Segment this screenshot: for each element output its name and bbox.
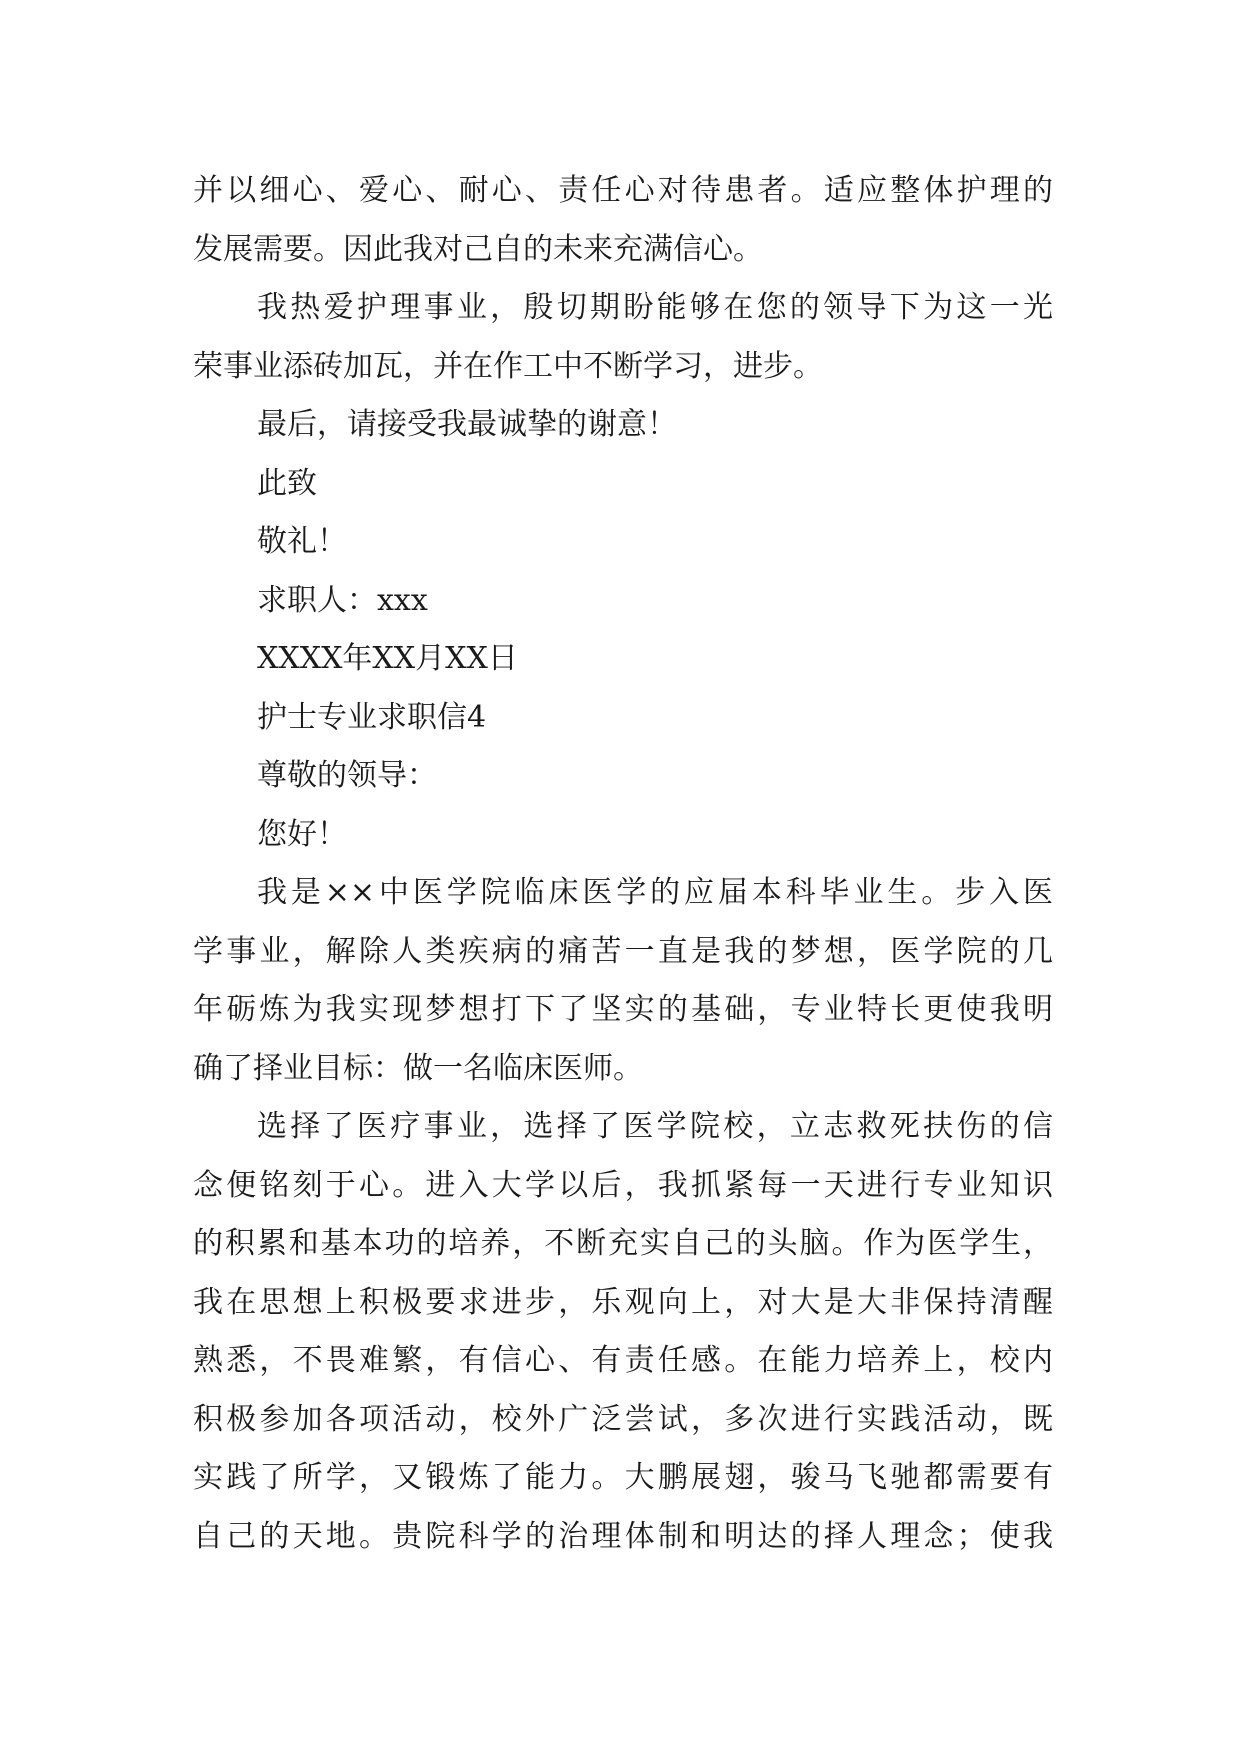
closing-cizhi: 此致 bbox=[257, 465, 317, 501]
text-line-16: 确了择业目标：做一名临床医师。 bbox=[193, 1050, 643, 1086]
closing-thanks: 最后，请接受我最诚挚的谢意！ bbox=[257, 407, 677, 442]
text-line-2: 发展需要。因此我对己自的未来充满信心。 bbox=[193, 231, 763, 267]
text-line-21: 熟悉，不畏难繁，有信心、有责任感。在能力培养上，校内 bbox=[193, 1343, 1053, 1378]
text-line-4: 荣事业添砖加瓦，并在作工中不断学习，进步。 bbox=[193, 348, 823, 384]
text-line-17: 选择了医疗事业，选择了医学院校，立志救死扶伤的信 bbox=[257, 1109, 1053, 1144]
letter-body bbox=[193, 162, 1053, 1566]
text-line-14: 学事业，解除人类疾病的痛苦一直是我的梦想，医学院的几 bbox=[193, 933, 1053, 969]
text-line-18: 念便铭刻于心。进入大学以后，我抓紧每一天进行专业知识 bbox=[193, 1167, 1053, 1203]
text-line-3: 我热爱护理事业，殷切期盼能够在您的领导下为这一光 bbox=[257, 290, 1053, 325]
text-line-19: 的积累和基本功的培养，不断充实自己的头脑。作为医学生， bbox=[193, 1226, 1053, 1261]
signature-applicant: 求职人：xxx bbox=[257, 582, 428, 618]
text-line-20: 我在思想上积极要求进步，乐观向上，对大是大非保持清醒 bbox=[193, 1284, 1053, 1320]
signature-date: XXXX年XX月XX日 bbox=[257, 641, 518, 676]
text-line-24: 自己的天地。贵院科学的治理体制和明达的择人理念；使我 bbox=[193, 1518, 1053, 1554]
closing-jingli: 敬礼！ bbox=[257, 524, 347, 559]
greeting: 您好！ bbox=[257, 816, 347, 852]
text-line-22: 积极参加各项活动，校外广泛尝试，多次进行实践活动，既 bbox=[193, 1401, 1053, 1437]
text-line-1: 并以细心、爱心、耐心、责任心对待患者。适应整体护理的 bbox=[193, 173, 1053, 208]
text-line-13: 我是××中医学院临床医学的应届本科毕业生。步入医 bbox=[257, 875, 1053, 910]
salutation: 尊敬的领导： bbox=[257, 758, 437, 793]
text-line-15: 年砺炼为我实现梦想打下了坚实的基础，专业特长更使我明 bbox=[193, 992, 1053, 1027]
text-line-23: 实践了所学，又锻炼了能力。大鹏展翅，骏马飞驰都需要有 bbox=[193, 1460, 1053, 1495]
section-title: 护士专业求职信4 bbox=[257, 699, 487, 735]
